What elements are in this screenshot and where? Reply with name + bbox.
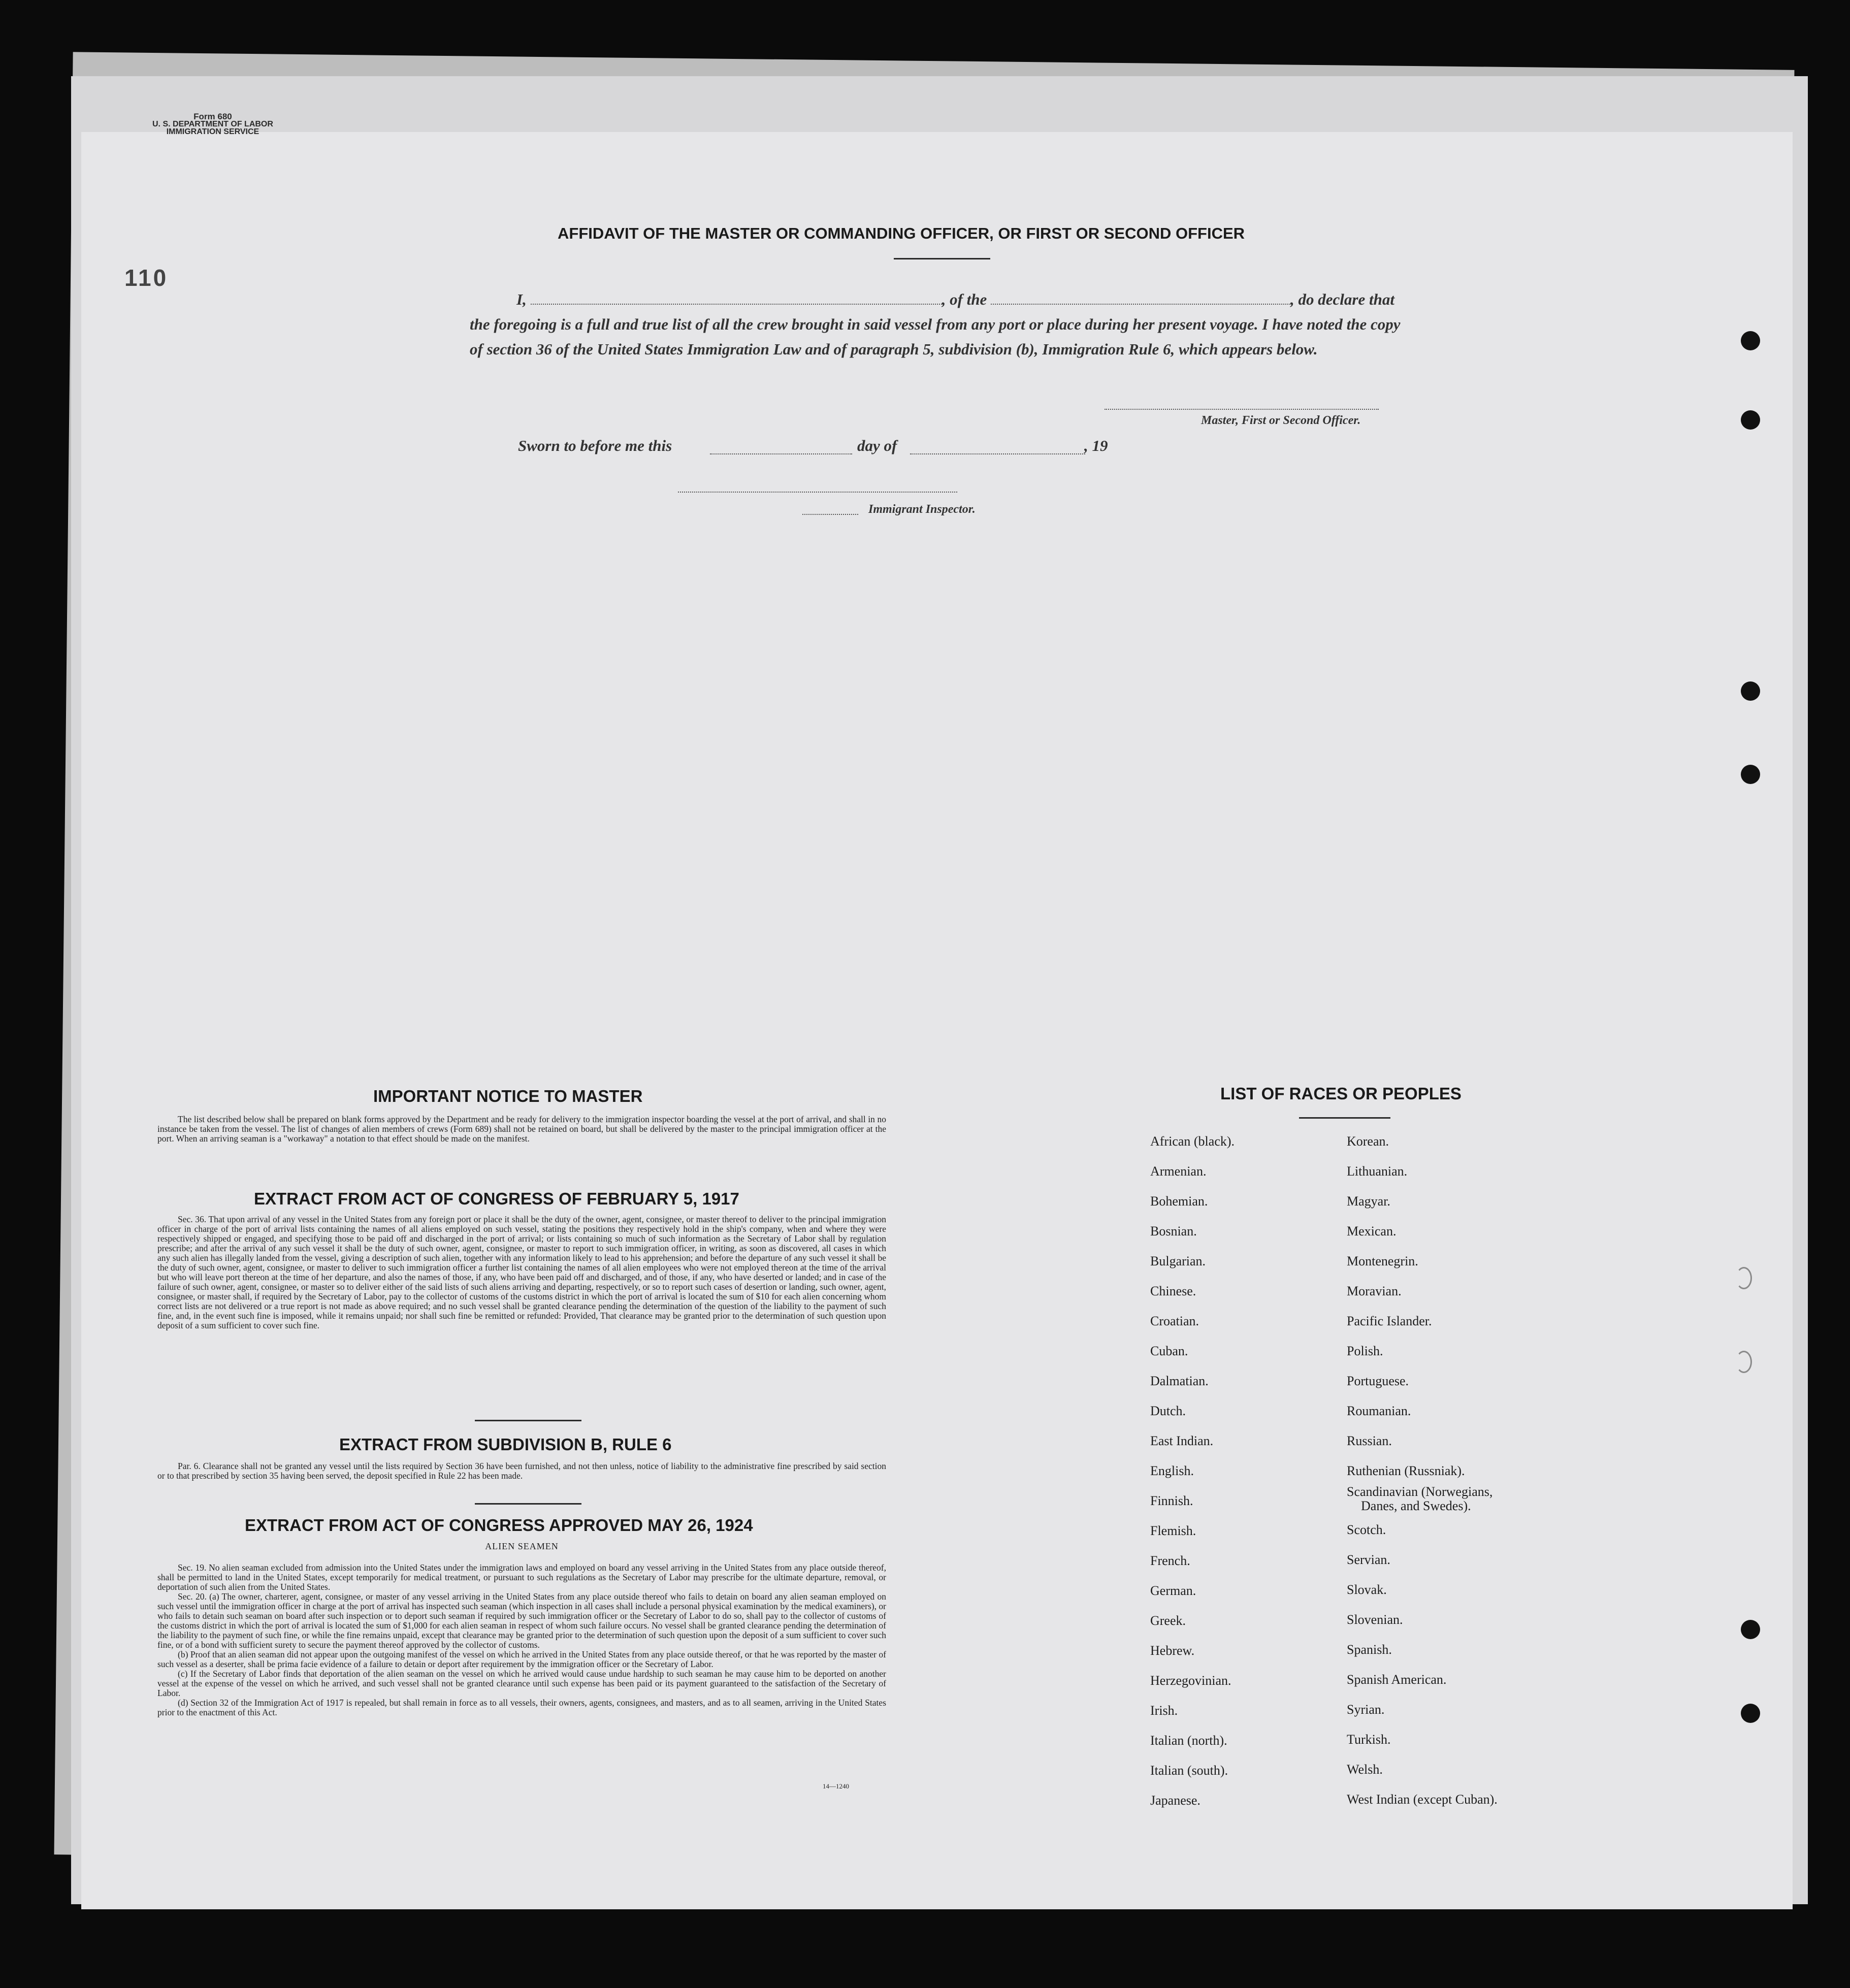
rule6-paragraph: Par. 6. Clearance shall not be granted any vessel until the lists required by Section 36 have been furnished, and not then unless, notice of liability to the administrative fine prescribed by said section or to that prescribed by section 35 having been served, the deposit specified in Rule 22 has been made. (157, 1461, 886, 1481)
year-text: , 19 (1084, 437, 1108, 454)
race-item: Turkish. (1347, 1732, 1391, 1747)
race-item: Pacific Islander. (1347, 1314, 1432, 1328)
race-item: Flemish. (1150, 1523, 1196, 1538)
affidavit-title: AFFIDAVIT OF THE MASTER OR COMMANDING OFFICER, OR FIRST OR SECOND OFFICER (558, 224, 1245, 242)
race-item: Montenegrin. (1347, 1254, 1418, 1268)
sworn-text: Sworn to before me this (518, 437, 672, 454)
inspector-signature-line[interactable] (678, 492, 957, 493)
day-of-text: day of (857, 437, 897, 454)
sworn-day-field[interactable] (710, 453, 852, 454)
inspector-dots (802, 514, 858, 515)
race-item: German. (1150, 1583, 1196, 1598)
race-item: Finnish. (1150, 1493, 1193, 1508)
sec19-paragraph: Sec. 19. No alien seaman excluded from admission into the United States under the immigration laws and employed on board any vessel arriving in the United States from any place outside thereof, shall be permitted to land in the United States, except temporarily for medical treatment, or pursuant to such regulations as the Secretary of Labor may prescribe for the ultimate departure, removal, or deportation of such alien from the United States. (157, 1562, 886, 1592)
race-item: Bulgarian. (1150, 1254, 1206, 1268)
sec20a-paragraph: Sec. 20. (a) The owner, charterer, agent, consignee, or master of any vessel arriving in the United States from any place outside thereof who fails to detain on board any alien seaman employed on such vessel until the immigration officer in charge at the port of arrival has inspected such seaman (which inspection in all cases shall include a personal physical examination by the medical examiners), or who fails to detain such seaman on board after such inspection or to deport such seaman if required by such immigration officer or the Secretary of Labor to do so, shall pay to the collector of customs of the customs district in which the port of arrival is located the sum of $1,000 for each alien seaman in respect of whom such failure occurs. No vessel shall be granted clearance pending the determination of the liability to the payment of such fine, or while the fine remains unpaid, except that clearance may be granted prior to the determination of such question upon the deposit of a sum sufficient to cover such fine, or of a bond with sufficient surety to secure the payment thereof approved by the collector of customs. (157, 1591, 886, 1650)
race-item: Polish. (1347, 1344, 1383, 1358)
inspector-label: Immigrant Inspector. (868, 503, 976, 516)
extract2-text (157, 1461, 886, 1481)
race-item: Cuban. (1150, 1344, 1188, 1358)
binder-hole-outline (1736, 1267, 1752, 1289)
notice-text (157, 1115, 886, 1144)
race-item: Slovak. (1347, 1582, 1387, 1597)
race-item: Herzegovinian. (1150, 1673, 1231, 1688)
race-item: Moravian. (1347, 1284, 1402, 1298)
notice-title: IMPORTANT NOTICE TO MASTER (373, 1087, 643, 1105)
race-item: Irish. (1150, 1703, 1178, 1718)
form-header (152, 113, 273, 136)
race-item: Bosnian. (1150, 1224, 1197, 1239)
form-number: Form 680 (193, 112, 232, 121)
race-item: Italian (north). (1150, 1733, 1227, 1748)
divider-2 (475, 1503, 581, 1505)
race-item: Syrian. (1347, 1702, 1385, 1717)
race-item: Lithuanian. (1347, 1164, 1408, 1179)
race-item: Spanish American. (1347, 1672, 1447, 1687)
race-item: Portuguese. (1347, 1374, 1409, 1388)
extract1-text (157, 1215, 886, 1330)
divider-1 (475, 1420, 581, 1421)
race-item: Hebrew. (1150, 1643, 1195, 1658)
race-item: Bohemian. (1150, 1194, 1208, 1209)
alien-seamen-subtitle: ALIEN SEAMEN (485, 1541, 559, 1551)
master-signature-label: Master, First or Second Officer. (1201, 414, 1361, 427)
sec20b-paragraph: (b) Proof that an alien seaman did not appear upon the outgoing manifest of the vessel on which he arrived in the United States from any place outside thereof, or that he was reported by the master of such vessel as a deserter, shall be prima facie evidence of a failure to detain or deport after requirement by the immigration officer or the Secretary of Labor. (157, 1649, 886, 1669)
affidavit-declare: , do declare (1290, 290, 1366, 308)
race-item: Dalmatian. (1150, 1374, 1209, 1388)
race-item: Croatian. (1150, 1314, 1199, 1328)
sworn-month-field[interactable] (910, 453, 1085, 454)
affidavit-i: I, (516, 290, 527, 308)
affidavit-body: that the foregoing is a full and true list of all the crew brought in said vessel from any port or place during her present voyage. I have noted the copy of section 36 of the United States Immigration Law and of paragraph 5, subdivision (b), Immigration Rule 6, which appears below. (470, 290, 1401, 358)
race-item: Scotch. (1347, 1522, 1386, 1537)
sec20c-paragraph: (c) If the Secretary of Labor finds that deportation of the alien seaman on the vessel on which he arrived would cause undue hardship to such seaman he may cause him to be deported on another vessel at the expense of the vessel on which he arrived, and such vessel shall not be granted clearance until such expense has been paid or its payment guaranteed to the satisfaction of the Secretary of Labor. (157, 1669, 886, 1698)
race-item: Japanese. (1150, 1793, 1200, 1808)
extract3-title: EXTRACT FROM ACT OF CONGRESS APPROVED MAY 26, 1924 (245, 1516, 753, 1535)
race-item: Dutch. (1150, 1404, 1186, 1418)
affidavit-text (470, 287, 1404, 362)
race-item: Ruthenian (Russniak). (1347, 1463, 1465, 1478)
race-item: Italian (south). (1150, 1763, 1228, 1778)
binder-hole (1741, 331, 1760, 350)
races-underline (1299, 1117, 1390, 1119)
race-item: Mexican. (1347, 1224, 1397, 1239)
race-item: East Indian. (1150, 1433, 1214, 1448)
binder-hole (1741, 765, 1760, 784)
vessel-field[interactable] (991, 299, 1290, 305)
race-item: Spanish. (1347, 1642, 1392, 1657)
binder-hole (1741, 410, 1760, 430)
extract2-title: EXTRACT FROM SUBDIVISION B, RULE 6 (339, 1435, 672, 1454)
race-item: Scandinavian (Norwegians, (1347, 1484, 1493, 1499)
binder-hole (1741, 1620, 1760, 1639)
race-item: Korean. (1347, 1134, 1389, 1149)
race-item: Magyar. (1347, 1194, 1390, 1209)
section36-paragraph: Sec. 36. That upon arrival of any vessel in the United States from any foreign port or place it shall be the duty of the owner, agent, consignee, or master thereof to deliver to the principal immigration officer in charge of the port of arrival lists containing the names of all aliens employed on such vessel, stating the positions they respectively hold in the ship's company, when and where they were respectively shipped or engaged, and specifying those to be paid off and discharged in the port of arrival; or lists containing so much of such information as the Secretary of Labor shall by regulation prescribe; and after the arrival of any such vessel it shall be the duty of such owner, agent, consignee, or master to report to such immigration officer, in writing, as soon as discovered, all cases in which any such alien has illegally landed from the vessel, giving a description of such alien, together with any information likely to lead to his apprehension; and before the departure of any such vessel it shall be the duty of such owner, agent, consignee, or master to deliver to such immigration officer a further list containing the names of all alien employees who were not employed thereon at the time of the arrival but who will leave port thereon at the time of her departure, and also the names of those, if any, who have been paid off and discharged, and of those, if any, who have deserted or landed; and in case of the failure of such owner, agent, consignee, or master so to deliver either of the said lists of such aliens arriving and departing, respectively, or so to report such cases of desertion or landing, such owner, agent, consignee, or master shall, if required by the Secretary of Labor, pay to the collector of customs of the customs district in which the port of arrival is located the sum of $10 for each alien concerning whom correct lists are not delivered or a true report is not made as above required; and no such vessel shall be granted clearance pending the determination of the question of the liability to the payment of such fine, and, in the event such fine is imposed, while it remains unpaid; nor shall such fine be remitted or refunded: Provided, That clearance may be granted prior to the determination of such question upon deposit of a sum sufficient to cover such fine. (157, 1214, 886, 1330)
extract3-text (157, 1563, 886, 1717)
master-signature-line[interactable] (1105, 409, 1379, 410)
race-item: West Indian (except Cuban). (1347, 1792, 1498, 1807)
binder-hole (1741, 681, 1760, 701)
race-item: Chinese. (1150, 1284, 1196, 1298)
race-item: Roumanian. (1347, 1404, 1411, 1418)
extract1-title: EXTRACT FROM ACT OF CONGRESS OF FEBRUARY 5, 1917 (254, 1189, 739, 1208)
race-item: Welsh. (1347, 1762, 1383, 1777)
service-name: IMMIGRATION SERVICE (166, 127, 259, 136)
race-item: French. (1150, 1553, 1190, 1568)
race-item: Slovenian. (1347, 1612, 1403, 1627)
race-item: English. (1150, 1463, 1194, 1478)
race-item: Armenian. (1150, 1164, 1207, 1179)
race-item: Servian. (1347, 1552, 1390, 1567)
binder-hole-outline (1736, 1351, 1752, 1373)
notice-paragraph: The list described below shall be prepared on blank forms approved by the Department and be ready for delivery to the immigration inspector boarding the vessel at the port of arrival, and shall in no instance be taken from the vessel. The list of changes of alien members of crews (Form 689) shall not be retained on board, but shall be delivered by the master to the principal immigration officer at the port. When an arriving seaman is a "workaway" a notation to that effect should be made on the manifest. (157, 1114, 886, 1144)
print-code: 14—1240 (823, 1782, 849, 1790)
margin-mark: 110 (124, 265, 169, 291)
sec20d-paragraph: (d) Section 32 of the Immigration Act of 1917 is repealed, but shall remain in force as to all vessels, their owners, agents, consignees, and masters, and as to all seamen, arriving in the United States prior to the enactment of this Act. (157, 1698, 886, 1717)
title-underline (894, 258, 990, 259)
name-field[interactable] (531, 299, 942, 305)
race-item: African (black). (1150, 1134, 1235, 1149)
department-name: U. S. DEPARTMENT OF LABOR (152, 120, 273, 128)
race-item-continuation: Danes, and Swedes). (1361, 1498, 1471, 1513)
binder-hole (1741, 1704, 1760, 1723)
race-item: Russian. (1347, 1433, 1392, 1448)
race-item: Greek. (1150, 1613, 1186, 1628)
races-title: LIST OF RACES OR PEOPLES (1220, 1084, 1462, 1103)
affidavit-of-the: , of the (942, 290, 987, 308)
